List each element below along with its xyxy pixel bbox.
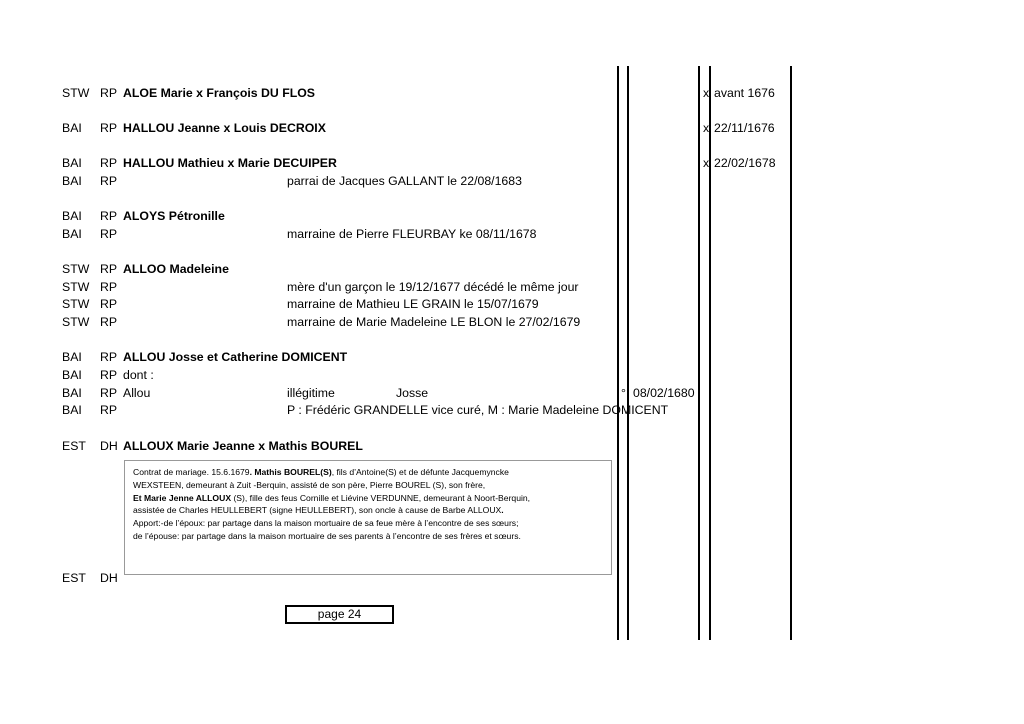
source-code: RP xyxy=(100,121,118,135)
parish-code: STW xyxy=(62,280,90,294)
note-line xyxy=(133,492,603,505)
parish-code: BAI xyxy=(62,209,82,223)
note-line xyxy=(133,466,603,479)
parish-code: STW xyxy=(62,297,90,311)
source-code: RP xyxy=(100,315,118,329)
person-name: ALLOU Josse et Catherine DOMICENT xyxy=(123,350,348,364)
note-text-bold: Et Marie Jenne ALLOUX xyxy=(133,492,232,503)
entry-description: marraine de Mathieu LE GRAIN le 15/07/1679 xyxy=(287,297,539,311)
note-text: Contrat de mariage. 15.6.1679 xyxy=(133,467,250,477)
entry-description: illégitime xyxy=(287,386,335,400)
column-rule xyxy=(790,66,792,640)
note-text: , fils d’Antoine(S) et de défunte Jacquemyncke xyxy=(331,467,509,477)
event-mark: x xyxy=(703,121,710,135)
column-rule xyxy=(709,66,711,640)
person-name: HALLOU Mathieu x Marie DECUIPER xyxy=(123,156,337,170)
event-date: 22/11/1676 xyxy=(714,121,775,135)
source-code: RP xyxy=(100,174,118,188)
parish-code: BAI xyxy=(62,403,82,417)
person-name: HALLOU Jeanne x Louis DECROIX xyxy=(123,121,326,135)
person-name: ALOYS Pétronille xyxy=(123,209,225,223)
event-date: 22/02/1678 xyxy=(714,156,776,170)
parish-code: EST xyxy=(62,439,86,453)
birth-mark: ° xyxy=(621,386,626,400)
birth-date: 08/02/1680 xyxy=(633,386,695,400)
marriage-contract-note xyxy=(124,460,612,575)
column-rule xyxy=(627,66,629,640)
parish-code: EST xyxy=(62,571,86,585)
entry-text: dont : xyxy=(123,368,154,382)
source-code: RP xyxy=(100,386,118,400)
entry-description: marraine de Pierre FLEURBAY ke 08/11/1678 xyxy=(287,227,537,241)
child-name: Josse xyxy=(396,386,429,400)
entry-text: Allou xyxy=(123,386,151,400)
source-code: RP xyxy=(100,86,118,100)
parish-code: STW xyxy=(62,86,90,100)
source-code: DH xyxy=(100,571,118,585)
entry-description: parrai de Jacques GALLANT le 22/08/1683 xyxy=(287,174,522,188)
source-code: RP xyxy=(100,227,118,241)
entry-description: mère d'un garçon le 19/12/1677 décédé le même jour xyxy=(287,280,579,294)
note-text-bold: . Mathis BOUREL(S) xyxy=(249,467,332,477)
source-code: RP xyxy=(100,368,118,382)
event-date: avant 1676 xyxy=(714,86,775,100)
source-code: DH xyxy=(100,439,118,453)
note-line: de l’épouse: par partage dans la maison mortuaire de ses parents à l’encontre de ses frères et sœurs. xyxy=(133,530,521,541)
parish-code: BAI xyxy=(62,156,82,170)
source-code: RP xyxy=(100,209,118,223)
entry-description: P : Frédéric GRANDELLE vice curé, M : Marie Madeleine DOMICENT xyxy=(287,403,669,417)
parish-code: BAI xyxy=(62,121,82,135)
note-text: assistée de Charles HEULLEBERT (signe HEULLEBERT), son oncle à cause de Barbe ALLOUX xyxy=(133,505,502,516)
note-line: Apport:-de l’époux: par partage dans la maison mortuaire de sa feue mère à l’encontre de ses sœurs; xyxy=(133,518,519,529)
note-text-bold: . xyxy=(501,505,504,516)
note-line: WEXSTEEN, demeurant à Zuit -Berquin, assisté de son père, Pierre BOUREL (S), son frère, xyxy=(133,479,486,490)
source-code: RP xyxy=(100,280,118,294)
note-line xyxy=(133,504,603,517)
parish-code: BAI xyxy=(62,350,82,364)
parish-code: STW xyxy=(62,262,90,276)
person-name: ALLOO Madeleine xyxy=(123,262,229,276)
column-rule xyxy=(617,66,619,640)
event-mark: x xyxy=(703,156,710,170)
person-name: ALLOUX Marie Jeanne x Mathis BOUREL xyxy=(123,439,363,453)
parish-code: BAI xyxy=(62,174,82,188)
parish-code: BAI xyxy=(62,368,82,382)
page-number: page 24 xyxy=(285,605,394,624)
parish-code: BAI xyxy=(62,227,82,241)
parish-code: BAI xyxy=(62,386,82,400)
source-code: RP xyxy=(100,156,118,170)
event-mark: x xyxy=(703,86,710,100)
source-code: RP xyxy=(100,350,118,364)
person-name: ALOE Marie x François DU FLOS xyxy=(123,86,316,100)
source-code: RP xyxy=(100,262,118,276)
parish-code: STW xyxy=(62,315,90,329)
source-code: RP xyxy=(100,403,118,417)
column-rule xyxy=(698,66,700,640)
entry-description: marraine de Marie Madeleine LE BLON le 27/02/1679 xyxy=(287,315,581,329)
source-code: RP xyxy=(100,297,118,311)
note-text: (S), fille des feus Cornille et Liévine VERDUNNE, demeurant à Noort-Berquin, xyxy=(231,492,531,503)
